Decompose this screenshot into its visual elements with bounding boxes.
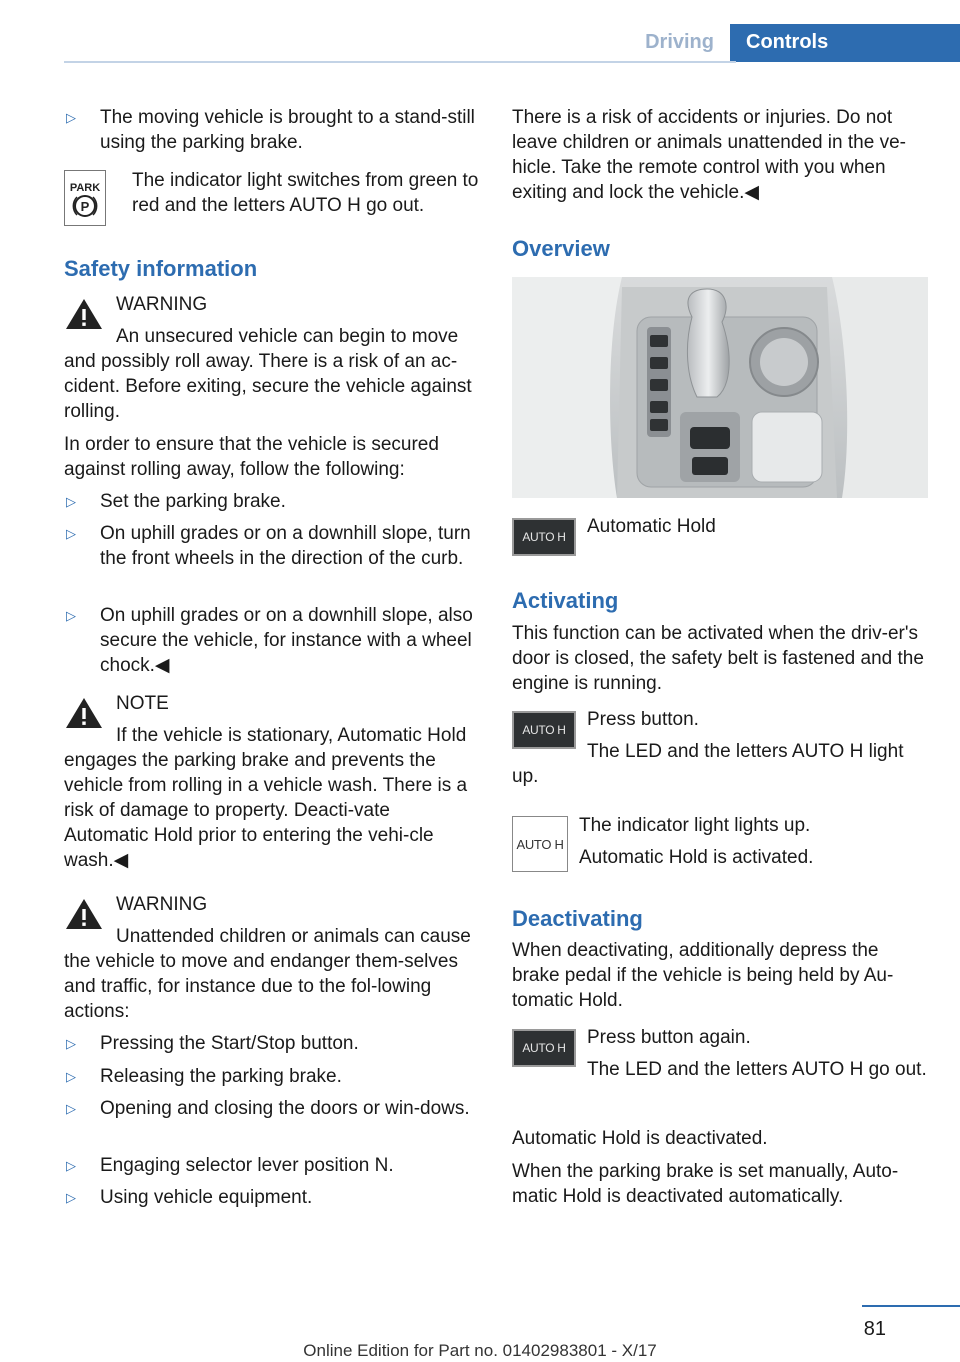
led-light-up-text: The LED and the letters AUTO H light up. [512, 741, 904, 787]
bullet-text: Engaging selector lever position N. [100, 1155, 394, 1176]
heading-deactivating: Deactivating [512, 906, 643, 931]
press-button-again-text: Press button again. [587, 1027, 751, 1048]
tab-driving[interactable]: Driving [645, 31, 714, 53]
auto-h-indicator-icon: AUTO H [512, 816, 568, 872]
park-indicator-text: The indicator light switches from green to red and the letters AUTO H go out. [132, 170, 479, 216]
auto-h-button-icon: AUTO H [512, 518, 576, 556]
bullet-text: On uphill grades or on a downhill slope, turn the front wheels in the direction of the curb. [100, 523, 471, 569]
bullet-text: Set the parking brake. [100, 491, 286, 512]
park-icon-label: PARK [69, 182, 101, 194]
heading-overview: Overview [512, 236, 610, 261]
bullet-text: On uphill grades or on a downhill slope, also secure the vehicle, for instance with a wheel chock.◀ [100, 605, 473, 676]
footer-edition: Online Edition for Part no. 01402983801 - X/17 [303, 1341, 657, 1360]
list-item [64, 1185, 478, 1210]
led-go-out-text: The LED and the letters AUTO H go out. [587, 1059, 927, 1080]
ensure-text: In order to ensure that the vehicle is secured against rolling away, follow the following: [64, 434, 439, 480]
note-text: If the vehicle is stationary, Automatic Hold engages the parking brake and prevents the vehicle from rolling in a vehicle wash. There is a risk of damage to property. Deacti‐vate Automatic Hold prior to entering the vehi‐cle wash.◀ [64, 725, 468, 871]
tab-controls[interactable]: Controls [730, 24, 960, 62]
bullet-triangle-icon: ▷ [66, 110, 76, 125]
parking-brake-manual-text: When the parking brake is set manually, Auto‐matic Hold is deactivated automatically. [512, 1161, 899, 1207]
heading-safety-information: Safety information [64, 256, 258, 281]
note-label: NOTE [116, 693, 169, 714]
heading-activating: Activating [512, 588, 619, 613]
activating-text: This function can be activated when the driv‐er's door is closed, the safety belt is fastened and the engine is running. [512, 623, 924, 694]
center-console-photo [512, 277, 928, 498]
press-button-text: Press button. [587, 709, 699, 730]
list-item [64, 1096, 478, 1121]
bullet-triangle-icon: ▷ [66, 1036, 76, 1051]
warning-label: WARNING [116, 894, 208, 915]
list-item [64, 105, 478, 155]
list-item [64, 1064, 478, 1089]
bullet-triangle-icon: ▷ [66, 1158, 76, 1173]
header-rule [64, 61, 736, 63]
warning-label: WARNING [116, 294, 208, 315]
bullet-triangle-icon: ▷ [66, 494, 76, 509]
svg-text:P: P [80, 199, 90, 214]
bullet-triangle-icon: ▷ [66, 1190, 76, 1205]
risk-text: There is a risk of accidents or injuries. Do not leave children or animals unattended in the ve‐hicle. Take the remote control with you when exiting and lock the vehicle.◀ [512, 107, 906, 203]
warning-text: An unsecured vehicle can begin to move and possibly roll away. There is a risk of an ac‐cident. Before exiting, secure the vehicle against rolling. [64, 326, 472, 422]
footer-rule [862, 1305, 960, 1307]
list-item [64, 1153, 478, 1178]
page-number: 81 [863, 1318, 886, 1340]
bullet-triangle-icon: ▷ [66, 1101, 76, 1116]
indicator-lights-up-text: The indicator light lights up. [579, 815, 811, 836]
bullet-text: Releasing the parking brake. [100, 1066, 342, 1087]
bullet-text: Pressing the Start/Stop button. [100, 1033, 359, 1054]
bullet-triangle-icon: ▷ [66, 526, 76, 541]
auto-hold-activated-text: Automatic Hold is activated. [579, 847, 814, 868]
list-item [64, 521, 478, 571]
bullet-text: Opening and closing the doors or win‐dows. [100, 1098, 470, 1119]
header-tabs [645, 24, 960, 62]
list-item [64, 603, 478, 678]
warning-text: Unattended children or animals can cause the vehicle to move and endanger them‐selves and traffic, for instance due to the fol‐lowing actions: [64, 926, 471, 1022]
list-item [64, 489, 478, 514]
bullet-text: Using vehicle equipment. [100, 1187, 313, 1208]
deactivating-text: When deactivating, additionally depress the brake pedal if the vehicle is being held by Au‐tomatic Hold. [512, 940, 894, 1011]
bullet-triangle-icon: ▷ [66, 608, 76, 623]
bullet-triangle-icon: ▷ [66, 1069, 76, 1084]
auto-h-button-icon: AUTO H [512, 711, 576, 749]
bullet-text: The moving vehicle is brought to a stand‐still using the parking brake. [100, 107, 475, 153]
list-item [64, 1031, 478, 1056]
auto-hold-deactivated-text: Automatic Hold is deactivated. [512, 1128, 768, 1149]
auto-h-button-icon: AUTO H [512, 1029, 576, 1067]
park-icon [64, 170, 106, 226]
automatic-hold-caption: Automatic Hold [587, 516, 716, 537]
